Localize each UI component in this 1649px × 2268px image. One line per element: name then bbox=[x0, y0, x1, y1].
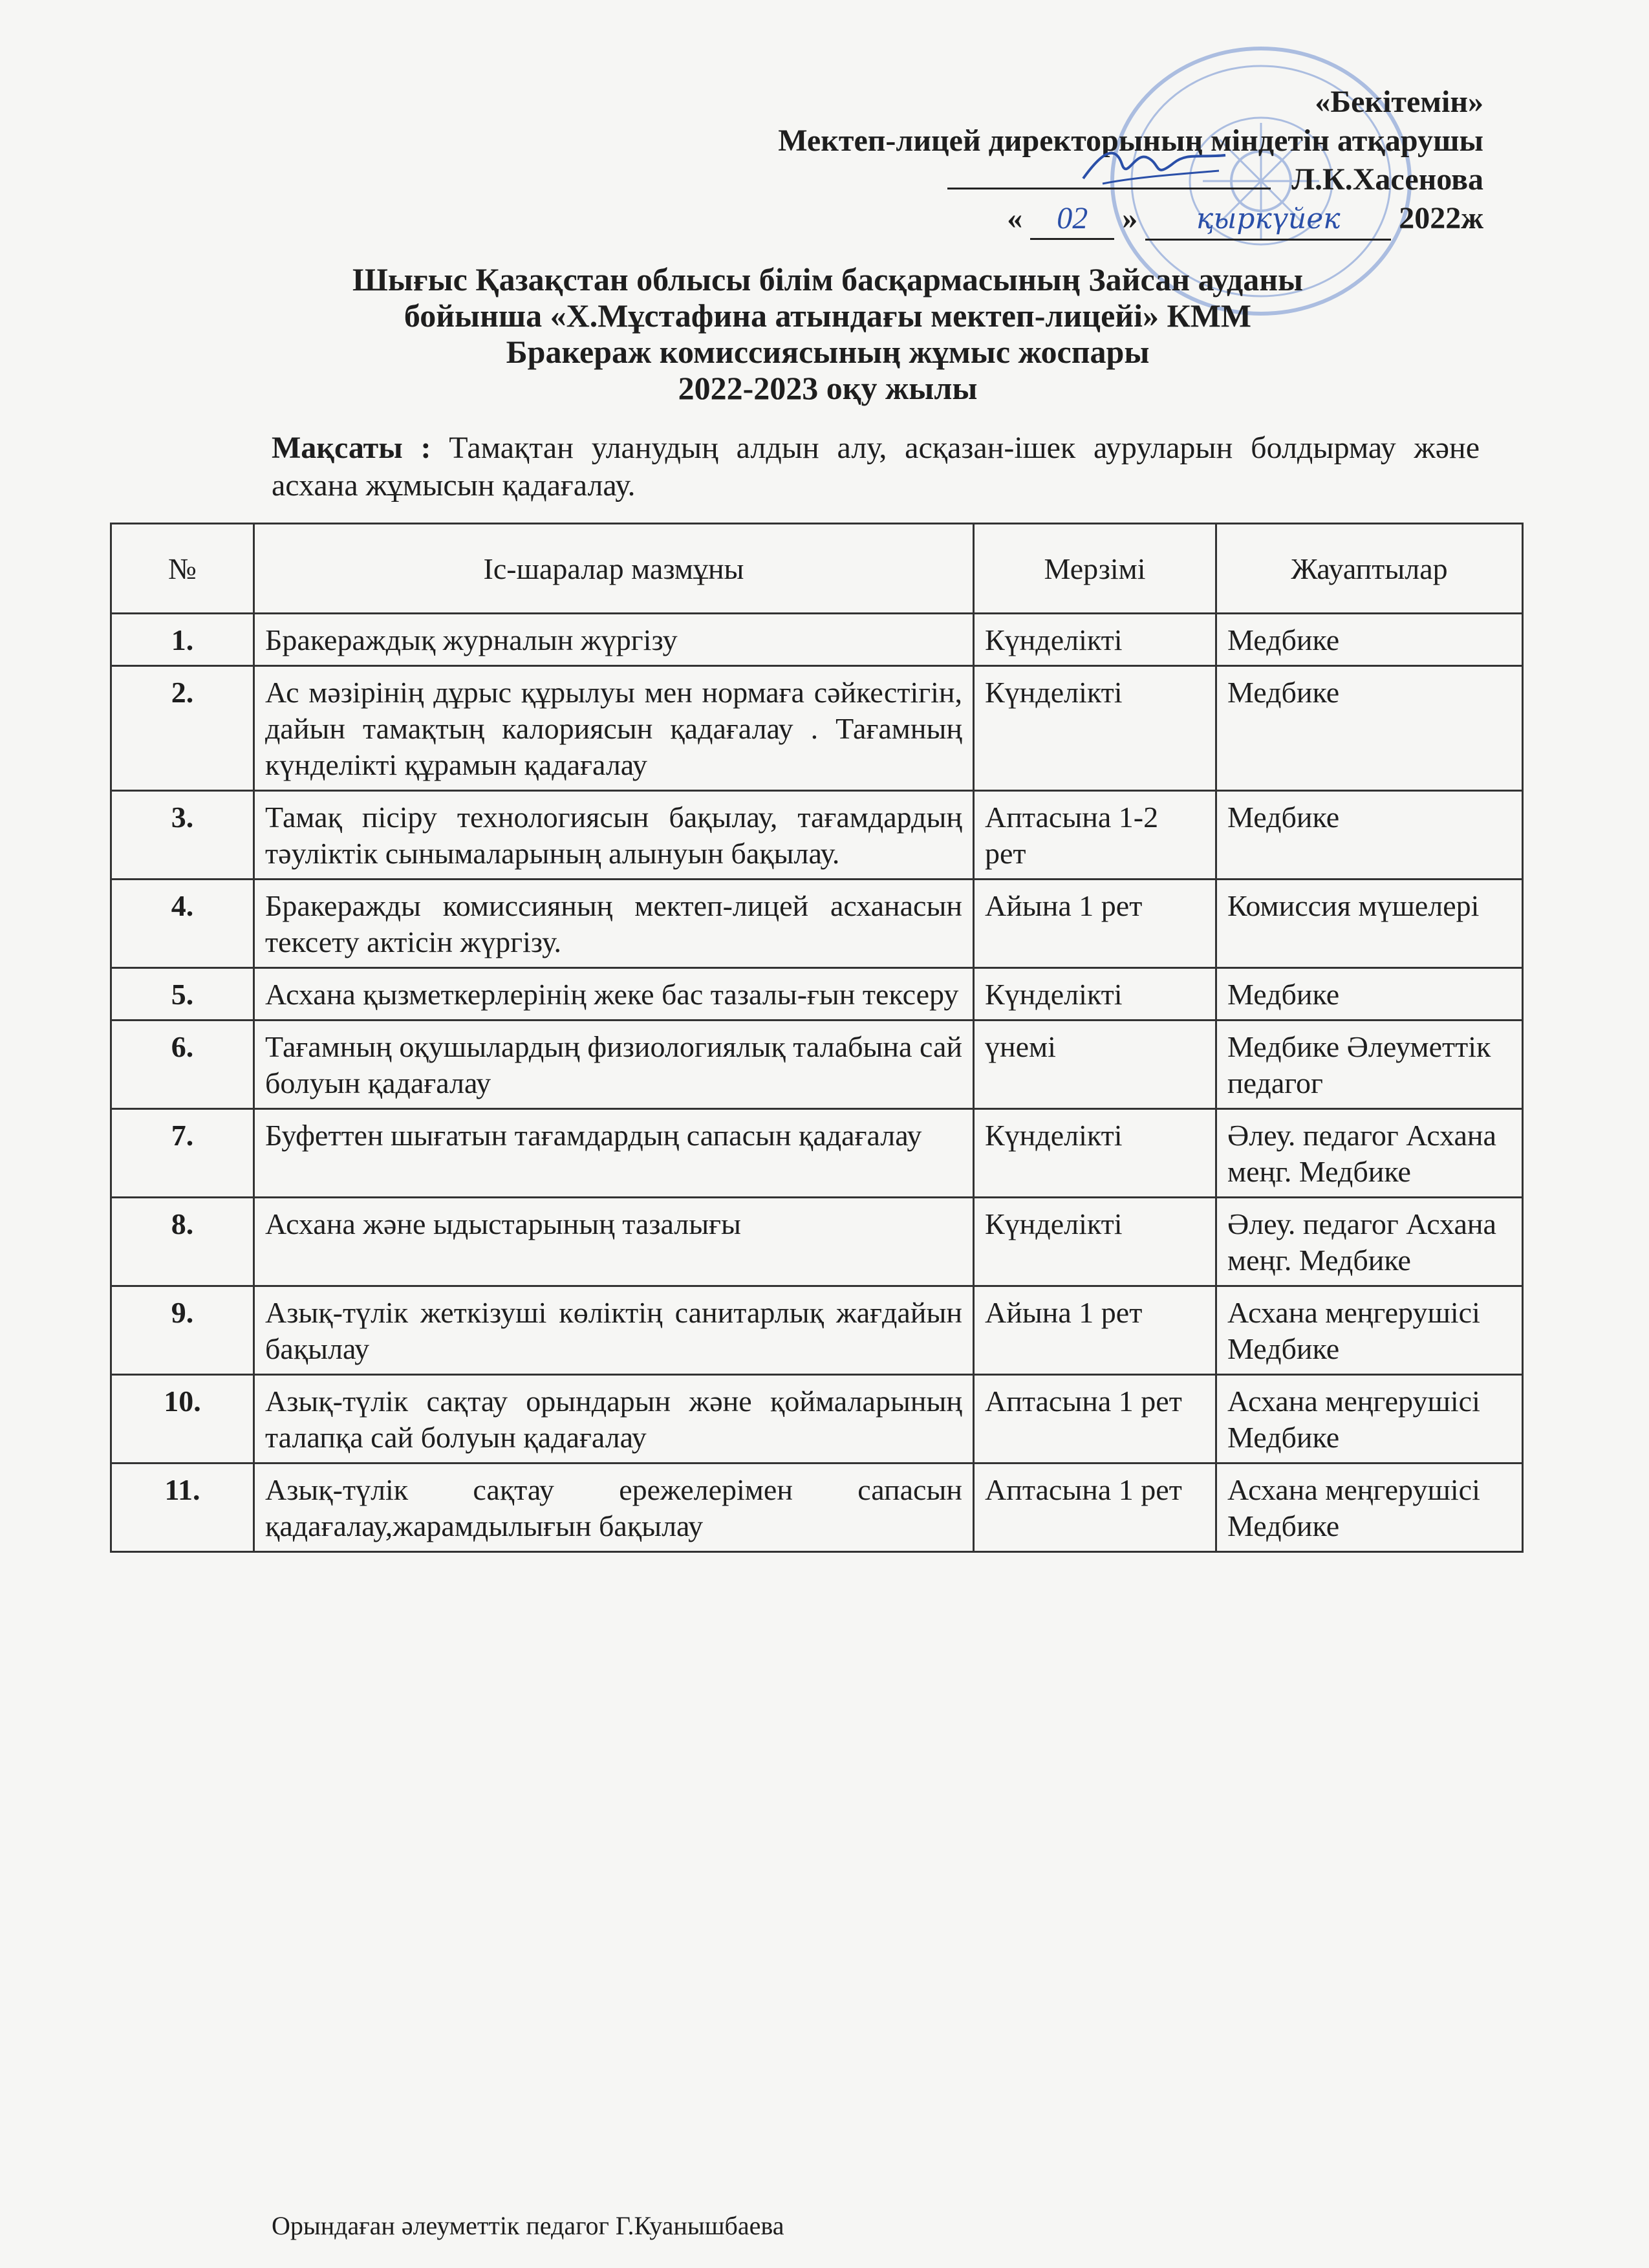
row-task: Азық-түлік сақтау ережелерімен сапасын қадағалау,жарамдылығын бақылау bbox=[254, 1463, 974, 1552]
row-task: Тағамның оқушылардың физиологиялық талабына сай болуын қадағалау bbox=[254, 1021, 974, 1109]
date-close-quote: » bbox=[1122, 201, 1138, 235]
table-row bbox=[111, 1021, 1523, 1109]
row-number: 7. bbox=[111, 1109, 254, 1198]
row-responsible: Асхана меңгерушісі Медбике bbox=[1216, 1286, 1523, 1375]
row-number: 4. bbox=[111, 880, 254, 968]
row-number: 6. bbox=[111, 1021, 254, 1109]
row-number: 1. bbox=[111, 614, 254, 666]
approval-block bbox=[513, 83, 1483, 241]
row-task: Азық-түлік сақтау орындарын және қоймаларының талапқа сай болуын қадағалау bbox=[254, 1375, 974, 1463]
row-number: 3. bbox=[111, 791, 254, 880]
signature-icon bbox=[1077, 138, 1232, 190]
row-deadline: Күнделікті bbox=[974, 1198, 1216, 1286]
row-number: 2. bbox=[111, 666, 254, 791]
row-deadline: үнемі bbox=[974, 1021, 1216, 1109]
row-deadline: Аптасына 1-2 рет bbox=[974, 791, 1216, 880]
row-deadline: Айына 1 рет bbox=[974, 880, 1216, 968]
row-responsible: Комиссия мүшелері bbox=[1216, 880, 1523, 968]
row-task: Бракераждық журналын жүргізу bbox=[254, 614, 974, 666]
date-month: қыркүйек bbox=[1145, 200, 1391, 241]
title-line-2: бойынша «Х.Мұстафина атындағы мектеп-лицейі» КММ bbox=[404, 297, 1252, 334]
title-line-4: 2022-2023 оқу жылы bbox=[678, 370, 978, 406]
approval-heading: «Бекітемін» bbox=[1315, 85, 1483, 119]
signature-line bbox=[947, 160, 1271, 189]
approval-date-row bbox=[513, 199, 1483, 241]
row-number: 8. bbox=[111, 1198, 254, 1286]
table-row bbox=[111, 880, 1523, 968]
row-task: Ас мәзірінің дұрыс құрылуы мен нормаға сәйкестігін, дайын тамақтың калориясын қадағалау . Тағамның күнделікті құрамын қадағалау bbox=[254, 666, 974, 791]
table-header-row bbox=[111, 524, 1523, 614]
row-responsible: Медбике bbox=[1216, 614, 1523, 666]
row-number: 11. bbox=[111, 1463, 254, 1552]
row-task: Бракеражды комиссияның мектеп-лицей асханасын тексету актісін жүргізу. bbox=[254, 880, 974, 968]
approver-name: Л.К.Хасенова bbox=[1291, 162, 1483, 197]
row-responsible: Әлеу. педагог Асхана меңг. Медбике bbox=[1216, 1198, 1523, 1286]
row-task: Азық-түлік жеткізуші көліктің санитарлық жағдайын бақылау bbox=[254, 1286, 974, 1375]
goal-label: Мақсаты : bbox=[272, 431, 431, 465]
header-deadline: Мерзімі bbox=[974, 524, 1216, 614]
table-row bbox=[111, 666, 1523, 791]
row-responsible: Әлеу. педагог Асхана меңг. Медбике bbox=[1216, 1109, 1523, 1198]
footer-note: Орындаған әлеуметтік педагог Г.Куанышбаева bbox=[272, 2211, 784, 2240]
table-row bbox=[111, 1198, 1523, 1286]
plan-table bbox=[110, 523, 1524, 1553]
table-row bbox=[111, 968, 1523, 1021]
table-row bbox=[111, 1109, 1523, 1198]
row-task: Буфеттен шығатын тағамдардың сапасын қадағалау bbox=[254, 1109, 974, 1198]
date-open-quote: « bbox=[1007, 201, 1023, 235]
goal-text: Тамақтан уланудың алдын алу, асқазан-ішек ауруларын болдырмау және асхана жұмысын қадағалау. bbox=[272, 431, 1480, 502]
row-number: 9. bbox=[111, 1286, 254, 1375]
row-responsible: Медбике bbox=[1216, 666, 1523, 791]
row-responsible: Медбике bbox=[1216, 791, 1523, 880]
row-number: 10. bbox=[111, 1375, 254, 1463]
table-row bbox=[111, 791, 1523, 880]
row-responsible: Медбике Әлеуметтік педагог bbox=[1216, 1021, 1523, 1109]
table-row bbox=[111, 1286, 1523, 1375]
approval-position: Мектеп-лицей директорының міндетін атқарушы bbox=[778, 124, 1483, 158]
approval-signature-row bbox=[513, 160, 1483, 199]
table-row bbox=[111, 614, 1523, 666]
row-deadline: Аптасына 1 рет bbox=[974, 1463, 1216, 1552]
title-line-3: Бракераж комиссиясының жұмыс жоспары bbox=[506, 334, 1150, 370]
row-number: 5. bbox=[111, 968, 254, 1021]
document-title bbox=[246, 261, 1410, 406]
row-deadline: Күнделікті bbox=[974, 1109, 1216, 1198]
title-line-1: Шығыс Қазақстан облысы білім басқармасының Зайсан ауданы bbox=[352, 261, 1304, 297]
row-task: Асхана және ыдыстарының тазалығы bbox=[254, 1198, 974, 1286]
header-task: Іс-шаралар мазмұны bbox=[254, 524, 974, 614]
header-number: № bbox=[111, 524, 254, 614]
row-deadline: Күнделікті bbox=[974, 614, 1216, 666]
table-row bbox=[111, 1375, 1523, 1463]
table-row bbox=[111, 1463, 1523, 1552]
row-deadline: Айына 1 рет bbox=[974, 1286, 1216, 1375]
row-responsible: Медбике bbox=[1216, 968, 1523, 1021]
row-task: Асхана қызметкерлерінің жеке бас тазалы-ғын тексеру bbox=[254, 968, 974, 1021]
row-task: Тамақ пісіру технологиясын бақылау, тағамдардың тәуліктік сынымаларының алынуын бақылау. bbox=[254, 791, 974, 880]
row-deadline: Күнделікті bbox=[974, 666, 1216, 791]
date-day: 02 bbox=[1030, 199, 1114, 240]
row-deadline: Күнделікті bbox=[974, 968, 1216, 1021]
header-responsible: Жауаптылар bbox=[1216, 524, 1523, 614]
row-responsible: Асхана меңгерушісі Медбике bbox=[1216, 1463, 1523, 1552]
row-deadline: Аптасына 1 рет bbox=[974, 1375, 1216, 1463]
goal-paragraph bbox=[272, 429, 1480, 504]
date-year: 2022ж bbox=[1399, 201, 1483, 235]
row-responsible: Асхана меңгерушісі Медбике bbox=[1216, 1375, 1523, 1463]
